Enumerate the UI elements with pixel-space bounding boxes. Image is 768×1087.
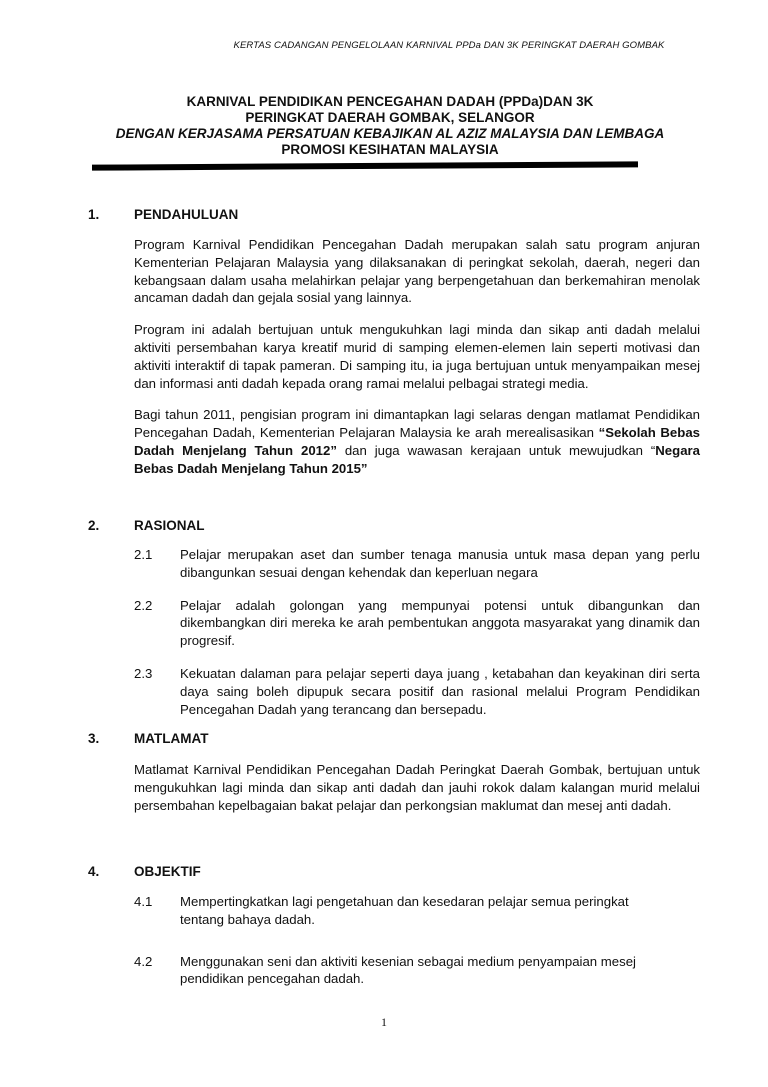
emphasis-text: “Sekolah Bebas Dadah Menjelang Tahun 2012” (134, 425, 700, 458)
section-pendahuluan (88, 207, 700, 478)
item-text: Pelajar adalah golongan yang mempunyai potensi untuk dibangunkan dan dikembangkan diri mereka ke arah pembentukan anggota masyarakat yang dinamik dan progresif. (180, 597, 700, 649)
section-title: OBJEKTIF (134, 864, 201, 879)
section-number: 3. (88, 731, 100, 746)
section-title: MATLAMAT (134, 731, 209, 746)
item-number: 4.1 (134, 894, 153, 909)
title-line-4: PROMOSI KESIHATAN MALAYSIA (281, 142, 499, 157)
section-heading (88, 864, 700, 879)
page-number: 1 (381, 1015, 387, 1029)
item-text: Menggunakan seni dan aktiviti kesenian sebagai medium penyampaian mesej pendidikan pencegahan dadah. (180, 953, 636, 987)
section-title: PENDAHULUAN (134, 207, 239, 222)
item-number: 2.3 (134, 665, 153, 681)
paragraph: Matlamat Karnival Pendidikan Pencegahan Dadah Peringkat Daerah Gombak, bertujuan untuk mengukuhkan lagi minda dan sikap anti dadah dan jauhi rokok dalam kalangan murid melalui persembahan kepelbagaian bakat pelajar dan perkongsian maklumat dan mesej anti dadah. (134, 762, 700, 813)
list-item (134, 597, 700, 650)
section-objektif (88, 864, 700, 988)
item-number: 2.1 (134, 547, 153, 562)
section-heading (88, 518, 700, 533)
paragraph: Program Karnival Pendidikan Pencegahan Dadah merupakan salah satu program anjuran Kementerian Pelajaran Malaysia yang dilaksanakan di peringkat sekolah, daerah, negeri dan kebangsaan dalam usaha melahirkan pelajar yang berpengetahuan dan berkemahiran menolak ancaman dadah dan gejala sosial yang lainnya. (134, 237, 700, 306)
emphasis-text: Negara Bebas Dadah Menjelang Tahun 2015” (134, 442, 700, 476)
document-title (70, 94, 710, 158)
list-item (134, 893, 634, 929)
item-text: Mempertingkatkan lagi pengetahuan dan kesedaran pelajar semua peringkat tentang bahaya dadah. (180, 894, 629, 927)
title-divider (92, 161, 638, 170)
item-text: Pelajar merupakan aset dan sumber tenaga manusia untuk masa depan yang perlu dibangunkan sesuai dengan kehendak dan keperluan negara (180, 547, 700, 580)
paragraph-text: dan juga wawasan kerajaan untuk mewujudkan “ (336, 442, 656, 458)
title-line-1: KARNIVAL PENDIDIKAN PENCEGAHAN DADAH (PPDa)DAN 3K (186, 94, 594, 109)
list-item (134, 546, 700, 582)
running-header: KERTAS CADANGAN PENGELOLAAN KARNIVAL PPDa DAN 3K PERINGKAT DAERAH GOMBAK (233, 40, 665, 51)
section-heading (88, 207, 700, 222)
item-number: 2.2 (134, 597, 153, 613)
item-number: 4.2 (134, 953, 153, 969)
title-line-3: DENGAN KERJASAMA PERSATUAN KEBAJIKAN AL AZIZ MALAYSIA DAN LEMBAGA (115, 126, 665, 141)
section-number: 1. (88, 207, 100, 222)
paragraph: Program ini adalah bertujuan untuk mengukuhkan lagi minda dan sikap anti dadah melalui aktiviti persembahan karya kreatif murid di samping elemen-elemen lain seperti motivasi dan aktiviti interaktif di tapak pameran. Di samping itu, ia juga bertujuan untuk menyampaikan mesej dan informasi anti dadah kepada orang ramai melalui pelbagai strategi media. (134, 322, 700, 391)
section-matlamat (88, 731, 700, 814)
section-number: 2. (88, 518, 100, 533)
section-title: RASIONAL (134, 518, 205, 533)
list-item (134, 665, 700, 718)
list-item (134, 953, 644, 989)
paragraph-text: Bagi tahun 2011, pengisian program ini dimantapkan lagi selaras dengan matlamat Pendidikan Pencegahan Dadah, Kementerian Pelajaran Malaysia ke arah merealisasikan (134, 407, 700, 441)
section-number: 4. (88, 864, 100, 879)
paragraph (134, 406, 700, 477)
item-text: Kekuatan dalaman para pelajar seperti daya juang , ketabahan dan keyakinan diri serta daya saing boleh dipupuk secara positif dan rasional melalui Program Pendidikan Pencegahan Dadah yang terancang dan bersepadu. (180, 665, 700, 717)
section-rasional (88, 518, 700, 718)
title-line-2: PERINGKAT DAERAH GOMBAK, SELANGOR (245, 110, 535, 125)
section-heading (88, 731, 700, 746)
